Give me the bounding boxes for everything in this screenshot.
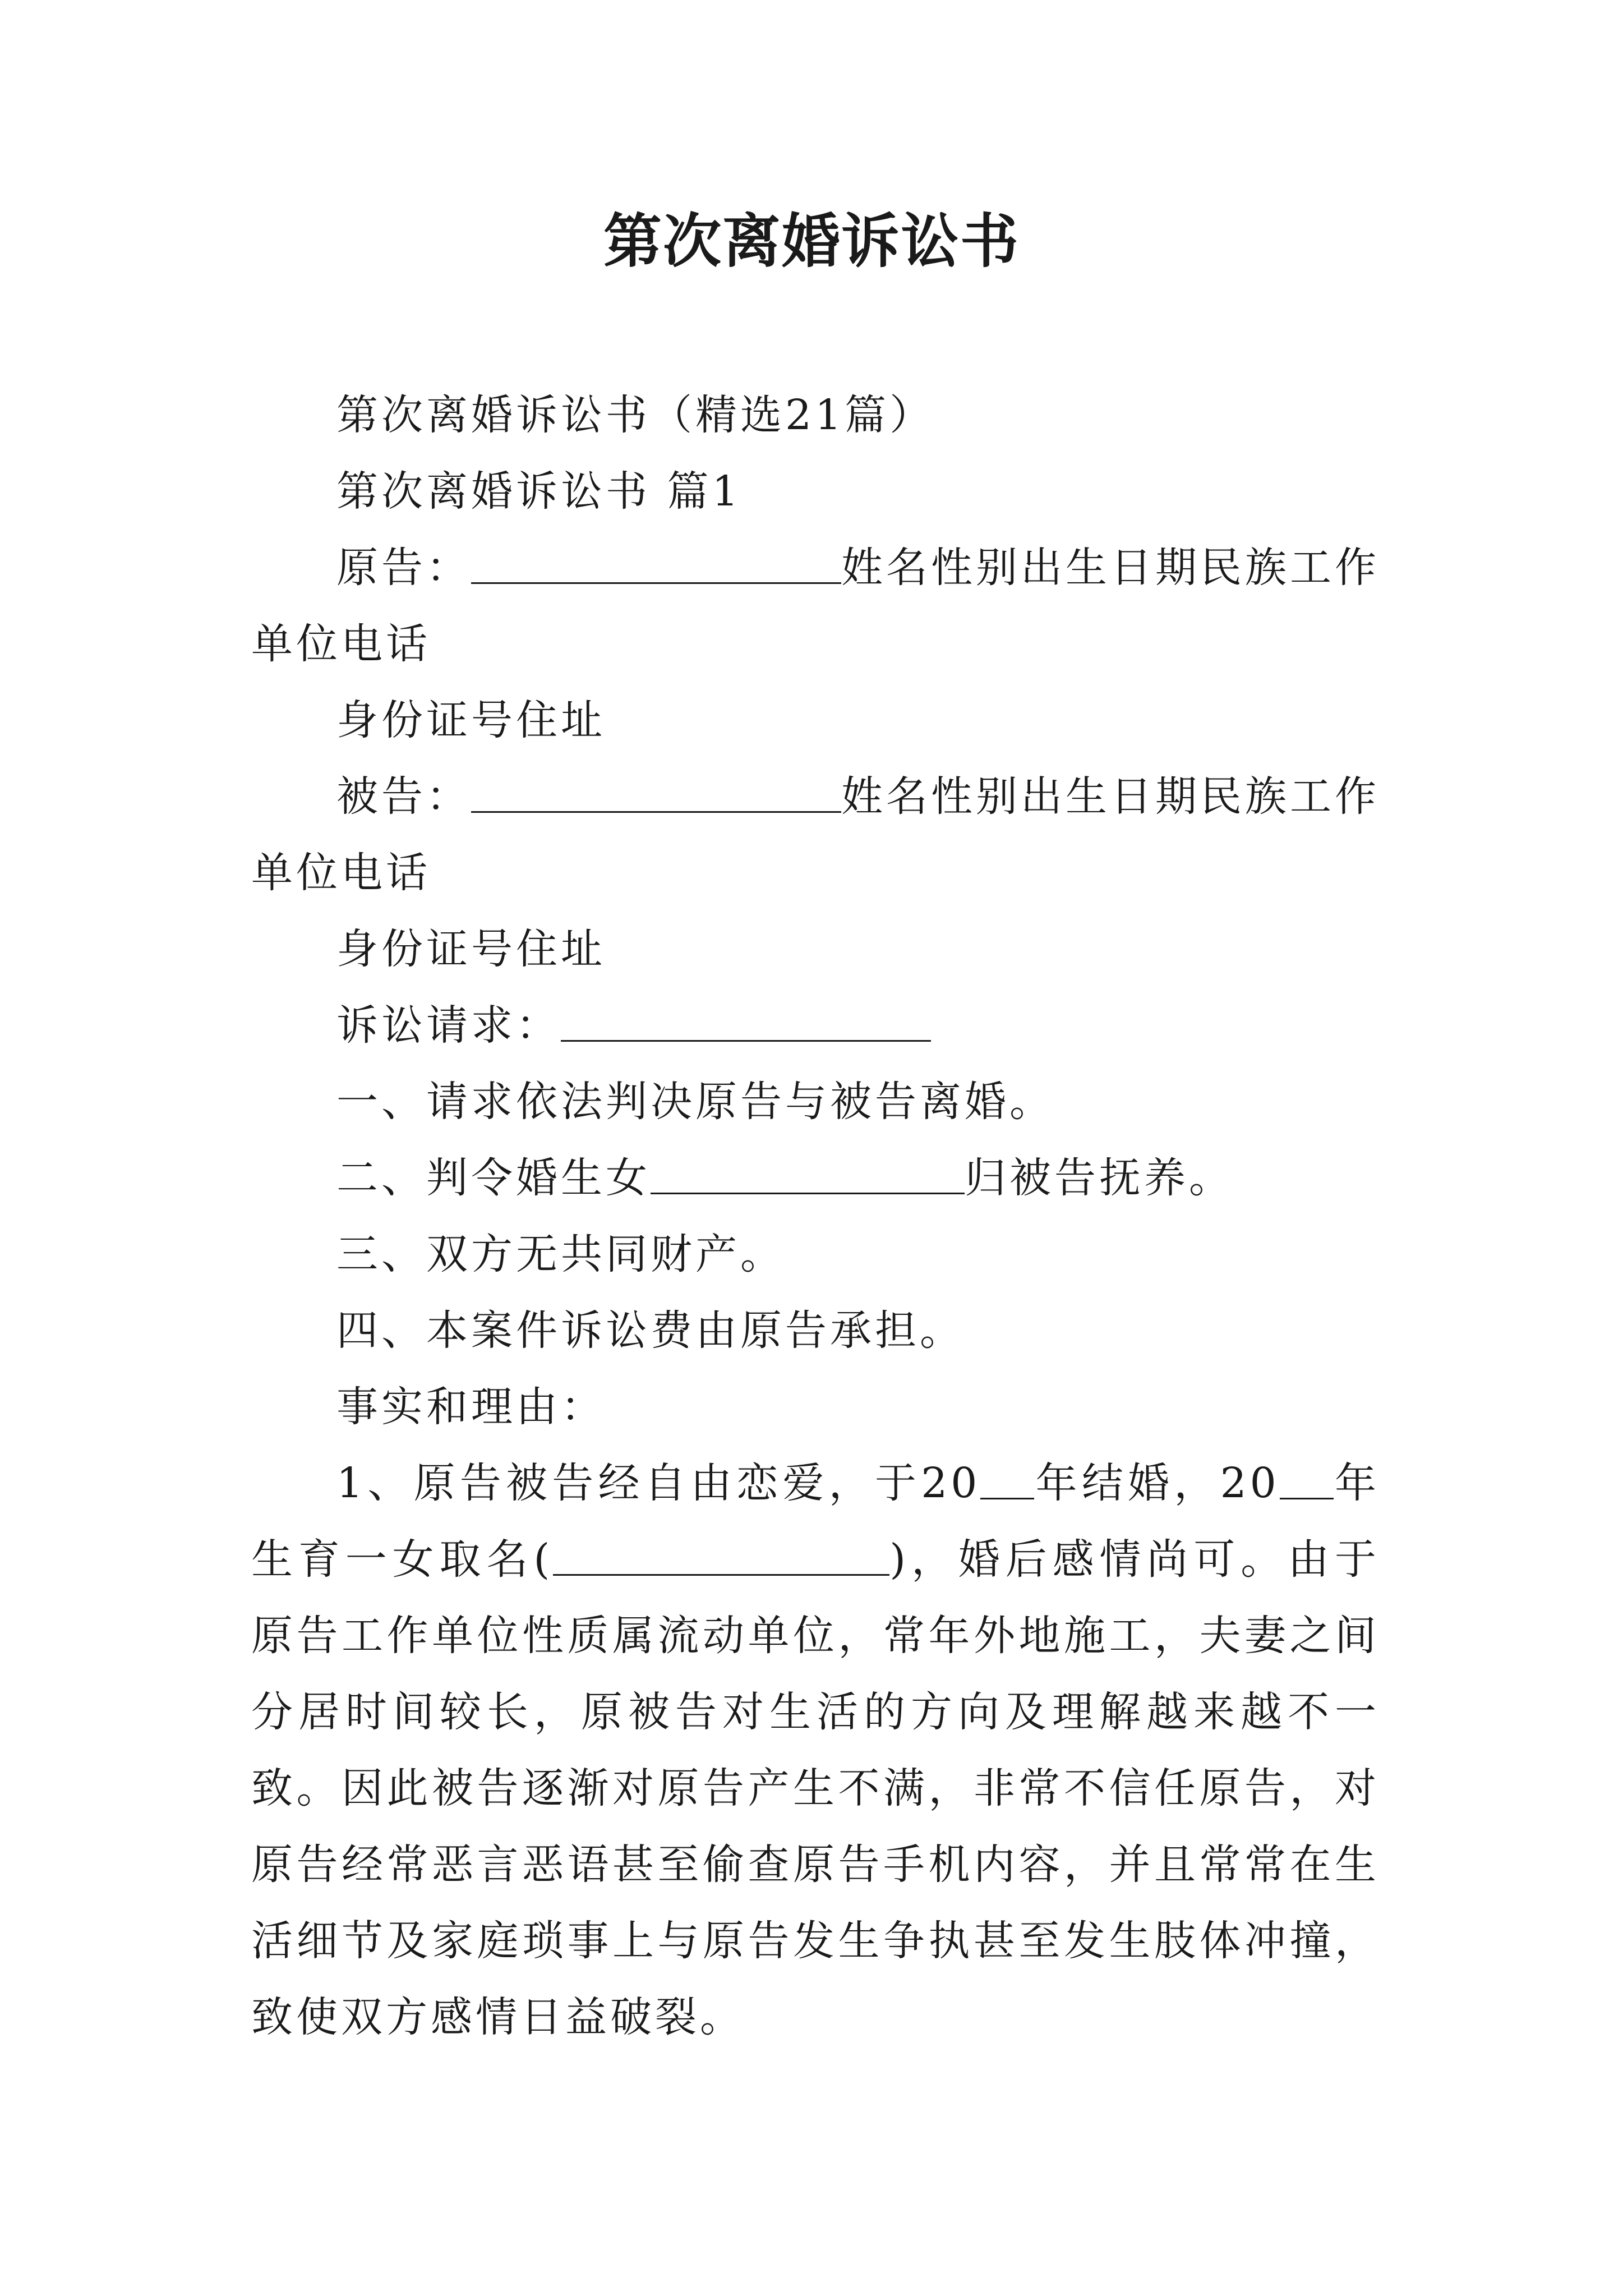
claim-2-text: 二、判令婚生女: [336, 1154, 651, 1202]
plaintiff-label: 原告：: [336, 544, 471, 592]
claim-2-blank: [651, 1157, 965, 1194]
claims-label: 诉讼请求：: [336, 1001, 561, 1050]
plaintiff-info: [251, 530, 1380, 682]
facts-text-b: 年结婚，20: [1034, 1459, 1280, 1507]
defendant-label: 被告：: [336, 772, 471, 821]
facts-paragraph-1: [251, 1445, 1380, 2055]
facts-heading: 事实和理由：: [336, 1383, 606, 1431]
claim-4: 四、本案件诉讼费由原告承担。: [336, 1306, 965, 1355]
plaintiff-blank: [471, 546, 841, 584]
claim-1: 一、请求依法判决原告与被告离婚。: [336, 1078, 1054, 1126]
claims-blank: [561, 1004, 931, 1042]
defendant-blank: [471, 775, 841, 813]
document-subtitle: 第次离婚诉讼书（精选21篇）: [336, 391, 935, 439]
marriage-year-blank: [980, 1462, 1034, 1499]
claim-2-text-end: 归被告抚养。: [965, 1154, 1234, 1202]
facts-text-c: 年生育一女取名(: [251, 1459, 1380, 1584]
facts-text-d: )，婚后感情尚可。由于原告工作单位性质属流动单位，常年外地施工，夫妻之间分居时间较长，原被告对生活的方向及理解越来越不一致。因此被告逐渐对原告产生不满，非常不信任原告，对原告经常恶言恶语甚至偷查原告手机内容，并且常常在生活细节及家庭琐事上与原告发生争执甚至发生肢体冲撞，致使双方感情日益破裂。: [251, 1535, 1380, 2041]
defendant-fields: 姓名性别出生日期民族工作单位电话: [251, 772, 1380, 897]
claim-2: [251, 1140, 1380, 1216]
defendant-id-line: 身份证号住址: [336, 925, 606, 973]
plaintiff-id-line: 身份证号住址: [336, 696, 606, 744]
child-name-blank: [553, 1538, 889, 1576]
facts-text-a: 1、原告被告经自由恋爱，于20: [336, 1459, 981, 1507]
section-heading: 第次离婚诉讼书 篇1: [336, 467, 742, 516]
plaintiff-fields: 姓名性别出生日期民族工作单位电话: [251, 544, 1380, 668]
page-title: 第次离婚诉讼书: [603, 206, 1020, 275]
claim-3: 三、双方无共同财产。: [336, 1230, 785, 1278]
claims-heading: [251, 987, 1380, 1064]
defendant-info: [251, 758, 1380, 911]
birth-year-blank: [1280, 1462, 1334, 1499]
document-body: [251, 377, 1380, 2055]
